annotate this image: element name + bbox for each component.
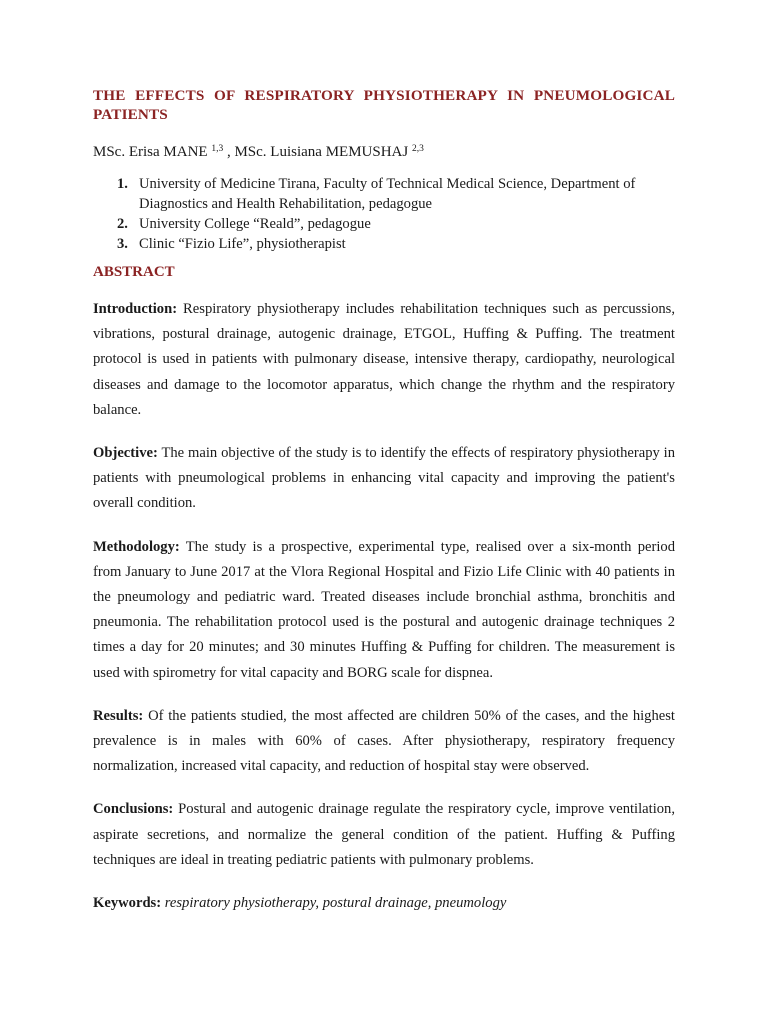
conclusions-label: Conclusions:: [93, 801, 174, 818]
introduction-label: Introduction:: [93, 301, 178, 317]
author-line: [93, 143, 675, 161]
results-paragraph: [93, 704, 675, 780]
affiliation-number: 3.: [117, 235, 128, 252]
author-name-1: MSc. Erisa MANE: [93, 144, 208, 160]
paper-title: THE EFFECTS OF RESPIRATORY PHYSIOTHERAPY IN PNEUMOLOGICAL PATIENTS: [93, 87, 675, 123]
author-name-2: MSc. Luisiana MEMUSHAJ: [234, 144, 409, 160]
author-affiliation-marker-2: 2,3: [411, 144, 424, 154]
affiliation-number: 2.: [117, 215, 128, 232]
keywords-label: Keywords:: [93, 895, 162, 912]
results-label: Results:: [93, 707, 144, 724]
affiliation-list: [93, 175, 675, 254]
results-text: Of the patients studied, the most affected are children 50% of the cases, and the highest prevalence is in males with 60% of cases. After physiotherapy, respiratory frequency normalization, increased vital capacity, and reduction of hospital stay were observed.: [93, 707, 675, 775]
objective-text: The main objective of the study is to identify the effects of respiratory physiotherapy in patients with pneumological problems in enhancing vital capacity and improving the patient's overall condition.: [93, 445, 676, 512]
affiliation-item: [93, 175, 675, 214]
methodology-label: Methodology:: [93, 538, 180, 555]
introduction-text: Respiratory physiotherapy includes rehabilitation techniques such as percussions, vibrations, postural drainage, autogenic drainage, ETGOL, Huffing & Puffing. The treatment protocol is used in patients with pulmonary disease, intensive therapy, cardiopathy, neurological diseases and damage to the locomotor apparatus, which change the rhythm and the respiratory balance.: [93, 301, 676, 418]
abstract-heading: ABSTRACT: [93, 264, 175, 280]
conclusions-text: Postural and autogenic drainage regulate the respiratory cycle, improve ventilation, aspirate secretions, and normalize the general condition of the patient. Huffing & Puffing techniques are ideal in treating pediatric patients with pulmonary problems.: [93, 801, 675, 868]
affiliation-item: [93, 215, 675, 235]
methodology-paragraph: [93, 535, 675, 686]
affiliation-number: 1.: [117, 176, 128, 192]
affiliation-text: University of Medicine Tirana, Faculty of Technical Medical Science, Department of Diagnostics and Health Rehabilitation, pedagogue: [139, 176, 636, 212]
keywords-text: respiratory physiotherapy, postural drainage, pneumology: [164, 895, 507, 912]
objective-label: Objective:: [93, 445, 158, 462]
author-affiliation-marker-1: 1,3: [211, 144, 224, 154]
affiliation-text: University College “Reald”, pedagogue: [139, 215, 371, 232]
keywords-paragraph: [93, 891, 675, 916]
methodology-text: The study is a prospective, experimental type, realised over a six-month period from January to June 2017 at the Vlora Regional Hospital and Fizio Life Clinic with 40 patients in the pneumology and pediatric ward. Treated diseases include bronchial asthma, bronchitis and pneumonia. The rehabilitation protocol used is the postural and autogenic drainage techniques 2 times a day for 20 minutes; and 30 minutes Huffing & Puffing for children. The measurement is used with spirometry for vital capacity and BORG scale for dispnea.: [93, 538, 676, 681]
introduction-paragraph: [93, 297, 675, 423]
author-separator: ,: [223, 144, 235, 160]
affiliation-item: [93, 235, 675, 255]
conclusions-paragraph: [93, 797, 675, 873]
paper-page: [93, 86, 675, 916]
affiliation-text: Clinic “Fizio Life”, physiotherapist: [139, 235, 346, 252]
objective-paragraph: [93, 441, 675, 517]
